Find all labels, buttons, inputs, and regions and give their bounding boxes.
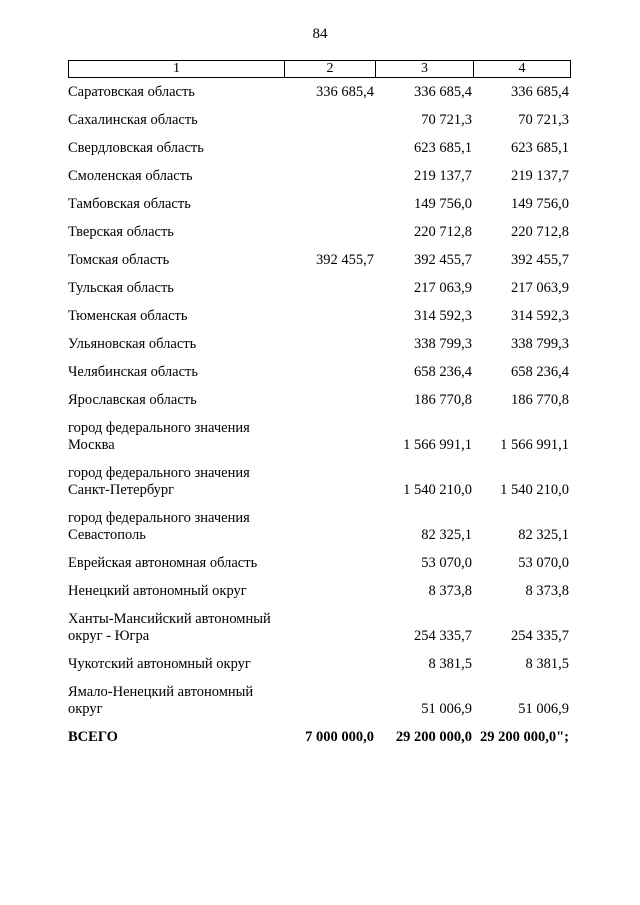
value-col-3: 314 592,3 [414,308,472,324]
value-col-3: 623 685,1 [414,140,472,156]
table-row [0,392,640,420]
region-name [68,280,293,297]
region-name-line: Ханты-Мансийский автономный [68,611,271,627]
table-body [0,84,640,757]
table-row [0,364,640,392]
region-name-line: округ - Югра [68,628,150,644]
value-col-3: 70 721,3 [421,112,472,128]
region-name [68,196,293,213]
region-name [68,684,293,718]
region-name [68,336,293,353]
region-name [68,84,293,101]
value-col-4: 8 373,8 [525,583,569,599]
region-name [68,465,293,499]
region-name [68,420,293,454]
region-name-line: Тульская область [68,280,174,296]
table-row [0,224,640,252]
column-header-4: 4 [518,61,526,76]
value-col-4: 186 770,8 [511,392,569,408]
value-col-4: 658 236,4 [511,364,569,380]
value-col-3: 219 137,7 [414,168,472,184]
region-name [68,392,293,409]
total-row [0,729,640,757]
value-col-4: 336 685,4 [511,84,569,100]
region-name-line: Смоленская область [68,168,193,184]
region-name [68,308,293,325]
value-col-3: 338 799,3 [414,336,472,352]
value-col-3: 336 685,4 [414,84,472,100]
value-col-3: 8 373,8 [428,583,472,599]
region-name [68,510,293,544]
region-name-line: Челябинская область [68,364,198,380]
value-col-4: 8 381,5 [525,656,569,672]
region-name-line: Ямало-Ненецкий автономный [68,684,254,700]
region-name-line: Саратовская область [68,84,195,100]
table-row [0,308,640,336]
value-col-4: 392 455,7 [511,252,569,268]
value-col-3: 392 455,7 [414,252,472,268]
region-name [68,140,293,157]
value-col-4: 314 592,3 [511,308,569,324]
value-col-4: 338 799,3 [511,336,569,352]
value-col-3: 1 566 991,1 [403,437,472,453]
value-col-2: 7 000 000,0 [305,729,374,745]
region-name-line: Томская область [68,252,170,268]
region-name-line: Ненецкий автономный округ [68,583,247,599]
region-name [68,656,293,673]
table-row [0,112,640,140]
region-name-line: Москва [68,437,115,453]
region-name [68,168,293,185]
value-col-4: 219 137,7 [511,168,569,184]
value-col-4: 29 200 000,0"; [479,729,569,745]
column-header-2: 2 [285,61,376,77]
region-name-line: ВСЕГО [68,729,118,745]
region-name-line: Чукотский автономный округ [68,656,251,672]
value-col-4: 220 712,8 [511,224,569,240]
value-col-2: 336 685,4 [316,84,374,100]
value-col-3: 254 335,7 [414,628,472,644]
value-col-3: 53 070,0 [421,555,472,571]
table-row [0,252,640,280]
value-col-4: 1 566 991,1 [500,437,569,453]
region-name-line: Тамбовская область [68,196,191,212]
region-name-line: Севастополь [68,527,146,543]
table-row [0,420,640,465]
value-col-3: 217 063,9 [414,280,472,296]
value-col-4: 149 756,0 [511,196,569,212]
table-row [0,336,640,364]
region-name-line: Свердловская область [68,140,204,156]
value-col-4: 53 070,0 [518,555,569,571]
value-col-4: 254 335,7 [511,628,569,644]
region-name [68,364,293,381]
table-row [0,611,640,656]
region-name-line: Ульяновская область [68,336,197,352]
region-name-line: город федерального значения [68,510,250,526]
region-name [68,729,293,746]
region-name-line: город федерального значения [68,420,250,436]
table-header [68,60,571,78]
value-col-3: 186 770,8 [414,392,472,408]
value-col-3: 1 540 210,0 [403,482,472,498]
table-row [0,510,640,555]
table-row [0,168,640,196]
region-name [68,611,293,645]
table-row [0,555,640,583]
value-col-4: 82 325,1 [518,527,569,543]
table-row [0,280,640,308]
value-col-4: 70 721,3 [518,112,569,128]
region-name-line: Тверская область [68,224,174,240]
value-col-4: 217 063,9 [511,280,569,296]
region-name-line: Санкт-Петербург [68,482,175,498]
value-col-3: 149 756,0 [414,196,472,212]
table-row [0,140,640,168]
value-col-3: 29 200 000,0 [395,729,472,745]
table-row [0,656,640,684]
region-name-line: Ярославская область [68,392,197,408]
region-name-line: Сахалинская область [68,112,198,128]
table-row [0,684,640,729]
column-header-1: 1 [69,61,285,77]
region-name [68,555,293,572]
table-row [0,196,640,224]
region-name-line: Еврейская автономная область [68,555,258,571]
table-row [0,583,640,611]
region-name-line: город федерального значения [68,465,250,481]
table-row [0,465,640,510]
region-name [68,583,293,600]
value-col-4: 623 685,1 [511,140,569,156]
value-col-4: 1 540 210,0 [500,482,569,498]
region-name-line: округ [68,701,103,717]
value-col-2: 392 455,7 [316,252,374,268]
value-col-3: 8 381,5 [428,656,472,672]
value-col-4: 51 006,9 [518,701,569,717]
table-row [0,84,640,112]
page-number: 84 [312,26,328,42]
value-col-3: 51 006,9 [421,701,472,717]
value-col-3: 82 325,1 [421,527,472,543]
value-col-3: 220 712,8 [414,224,472,240]
column-header-3: 3 [376,61,474,77]
region-name-line: Тюменская область [68,308,188,324]
value-col-3: 658 236,4 [414,364,472,380]
region-name [68,112,293,129]
region-name [68,252,293,269]
region-name [68,224,293,241]
